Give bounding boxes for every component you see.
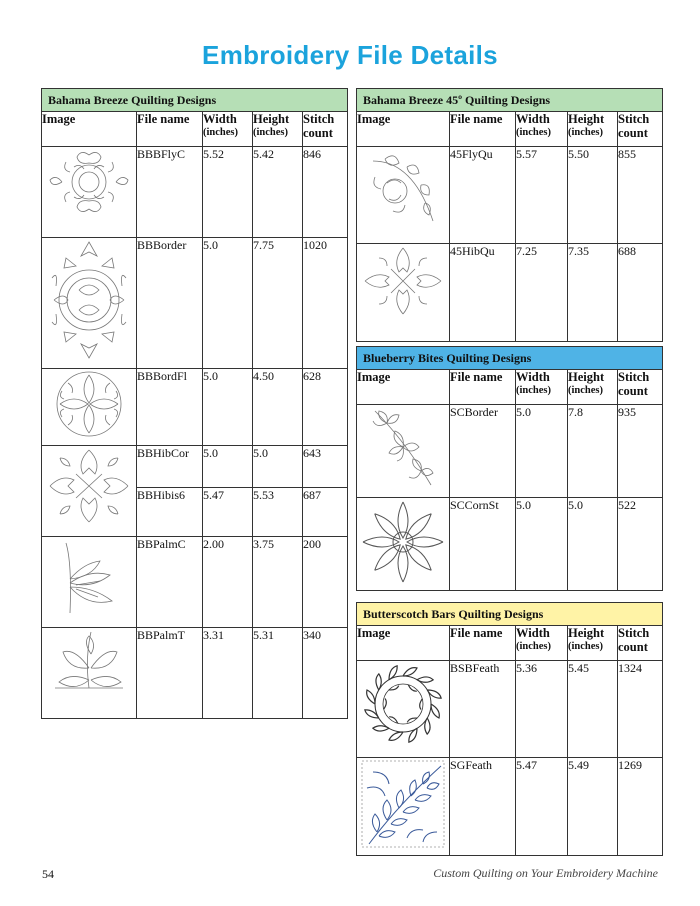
header-height: Height (inches) xyxy=(568,626,618,661)
width-value: 5.36 xyxy=(516,661,568,758)
table-row xyxy=(42,446,348,488)
header-file-name: File name xyxy=(137,112,203,147)
design-thumbnail xyxy=(357,758,450,856)
palm-corner-icon xyxy=(54,537,124,617)
table-caption: Bahama Breeze 45º Quilting Designs xyxy=(357,89,663,112)
file-name: SGFeath xyxy=(450,758,516,856)
table-row xyxy=(357,405,663,498)
file-name: BBBorder xyxy=(137,238,203,369)
header-height: Height (inches) xyxy=(568,112,618,147)
height-value: 5.42 xyxy=(253,147,303,238)
table-row xyxy=(42,147,348,238)
table-row xyxy=(357,147,663,244)
height-value: 3.75 xyxy=(253,537,303,628)
width-value: 5.47 xyxy=(203,488,253,537)
design-thumbnail xyxy=(357,147,450,244)
header-width: Width (inches) xyxy=(516,370,568,405)
table-row xyxy=(42,238,348,369)
file-name: SCBorder xyxy=(450,405,516,498)
hibiscus-corner-icon xyxy=(46,446,132,526)
height-value: 5.0 xyxy=(568,498,618,591)
width-value: 5.0 xyxy=(203,238,253,369)
table-caption: Butterscotch Bars Quilting Designs xyxy=(357,603,663,626)
header-stitch-count: Stitch count xyxy=(303,112,348,147)
file-name: BBPalmC xyxy=(137,537,203,628)
header-image: Image xyxy=(42,112,137,147)
table-row xyxy=(42,369,348,446)
header-file-name: File name xyxy=(450,626,516,661)
stitch-count: 1324 xyxy=(618,661,663,758)
header-width: Width (inches) xyxy=(203,112,253,147)
design-thumbnail xyxy=(42,369,137,446)
header-width: Width (inches) xyxy=(516,112,568,147)
height-value: 7.35 xyxy=(568,244,618,342)
file-name: BBBordFl xyxy=(137,369,203,446)
leaf-circle-icon xyxy=(46,369,132,439)
width-value: 7.25 xyxy=(516,244,568,342)
width-value: 2.00 xyxy=(203,537,253,628)
design-thumbnail xyxy=(357,498,450,591)
stitch-count: 628 xyxy=(303,369,348,446)
design-thumbnail xyxy=(357,661,450,758)
butterscotch-bars-table xyxy=(356,602,663,856)
table-caption: Blueberry Bites Quilting Designs xyxy=(357,347,663,370)
file-name: BSBFeath xyxy=(450,661,516,758)
stitch-count: 340 xyxy=(303,628,348,719)
stitch-count: 522 xyxy=(618,498,663,591)
stitch-count: 846 xyxy=(303,147,348,238)
header-image: Image xyxy=(357,112,450,147)
stitch-count: 687 xyxy=(303,488,348,537)
height-value: 5.31 xyxy=(253,628,303,719)
design-thumbnail xyxy=(42,537,137,628)
height-value: 4.50 xyxy=(253,369,303,446)
hibiscus-quarter-icon xyxy=(361,244,445,318)
design-thumbnail xyxy=(42,446,137,537)
feather-wreath-icon xyxy=(360,661,446,747)
width-value: 5.52 xyxy=(203,147,253,238)
table-caption: Bahama Breeze Quilting Designs xyxy=(42,89,348,112)
header-file-name: File name xyxy=(450,112,516,147)
header-width: Width (inches) xyxy=(516,626,568,661)
palm-triangle-icon xyxy=(51,628,127,708)
height-value: 5.49 xyxy=(568,758,618,856)
stitch-count: 643 xyxy=(303,446,348,488)
bahama-breeze-45-table xyxy=(356,88,663,342)
table-row xyxy=(42,537,348,628)
table-row xyxy=(357,661,663,758)
width-value: 5.0 xyxy=(516,498,568,591)
header-stitch-count: Stitch count xyxy=(618,626,663,661)
design-thumbnail xyxy=(42,147,137,238)
blueberry-bites-table xyxy=(356,346,663,591)
width-value: 5.0 xyxy=(203,446,253,488)
header-image: Image xyxy=(357,370,450,405)
header-height: Height (inches) xyxy=(253,112,303,147)
star-flower-icon xyxy=(360,498,446,586)
height-value: 7.75 xyxy=(253,238,303,369)
design-thumbnail xyxy=(357,244,450,342)
design-thumbnail xyxy=(357,405,450,498)
file-name: 45HibQu xyxy=(450,244,516,342)
stitch-count: 688 xyxy=(618,244,663,342)
height-value: 7.8 xyxy=(568,405,618,498)
width-value: 3.31 xyxy=(203,628,253,719)
header-stitch-count: Stitch count xyxy=(618,370,663,405)
header-height: Height (inches) xyxy=(568,370,618,405)
feather-square-icon xyxy=(359,758,447,850)
running-footer: Custom Quilting on Your Embroidery Machine xyxy=(433,866,658,880)
file-name: SCCornSt xyxy=(450,498,516,591)
height-value: 5.50 xyxy=(568,147,618,244)
butterfly-quarter-icon xyxy=(363,147,443,227)
width-value: 5.0 xyxy=(203,369,253,446)
stitch-count: 1020 xyxy=(303,238,348,369)
header-image: Image xyxy=(357,626,450,661)
header-stitch-count: Stitch count xyxy=(618,112,663,147)
file-name: BBPalmT xyxy=(137,628,203,719)
height-value: 5.0 xyxy=(253,446,303,488)
page-number: 54 xyxy=(42,867,54,881)
height-value: 5.53 xyxy=(253,488,303,537)
butterfly-wreath-icon xyxy=(46,147,132,217)
height-value: 5.45 xyxy=(568,661,618,758)
stitch-count: 935 xyxy=(618,405,663,498)
file-name: BBBFlyC xyxy=(137,147,203,238)
width-value: 5.47 xyxy=(516,758,568,856)
stitch-count: 855 xyxy=(618,147,663,244)
width-value: 5.57 xyxy=(516,147,568,244)
flower-border-icon xyxy=(365,405,441,489)
header-file-name: File name xyxy=(450,370,516,405)
table-row xyxy=(357,758,663,856)
table-row xyxy=(357,244,663,342)
width-value: 5.0 xyxy=(516,405,568,498)
design-thumbnail xyxy=(42,238,137,369)
file-name: BBHibis6 xyxy=(137,488,203,537)
stitch-count: 1269 xyxy=(618,758,663,856)
bahama-breeze-table xyxy=(41,88,348,719)
file-name: 45FlyQu xyxy=(450,147,516,244)
table-row xyxy=(357,498,663,591)
page-title: Embroidery File Details xyxy=(202,40,498,70)
hibiscus-border-icon xyxy=(46,238,132,362)
stitch-count: 200 xyxy=(303,537,348,628)
file-name: BBHibCor xyxy=(137,446,203,488)
design-thumbnail xyxy=(42,628,137,719)
table-row xyxy=(42,628,348,719)
